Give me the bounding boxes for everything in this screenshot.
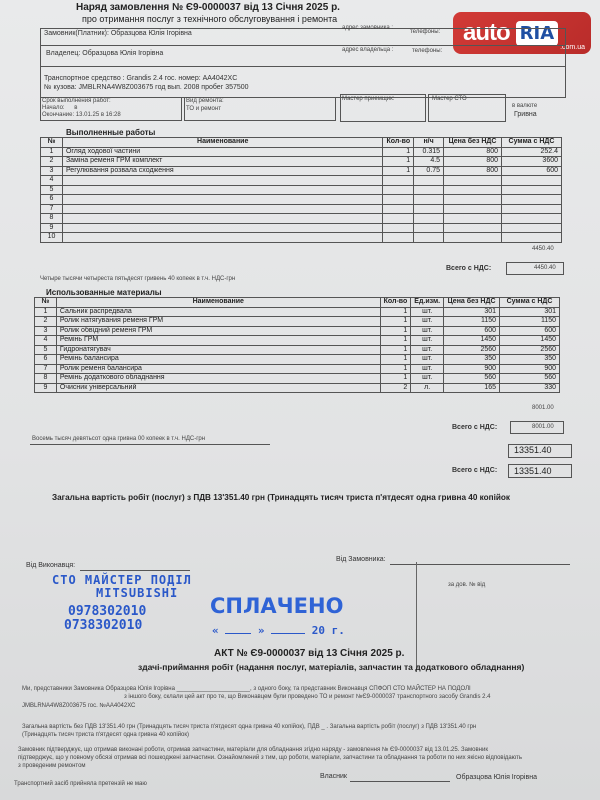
works-cell-hours: [414, 176, 444, 186]
works-cell-n: 6: [41, 195, 63, 205]
materials-cell-unit: шт.: [411, 355, 444, 365]
customer-sign-line: [390, 564, 570, 565]
works-cell-price: 800: [444, 157, 502, 167]
materials-cell-name: Очисник універсальний: [56, 383, 380, 393]
works-cell-sum: 600: [502, 166, 562, 176]
materials-subtotal: 8001.00: [532, 405, 554, 411]
materials-cell-qty: 1: [380, 326, 411, 336]
materials-cell-unit: шт.: [411, 307, 444, 317]
works-cell-sum: [502, 204, 562, 214]
materials-cell-price: 1450: [444, 336, 500, 346]
executor-label: Від Виконавця:: [26, 562, 76, 569]
paid-date-suffix: г.: [331, 624, 345, 637]
grand-summary: Загальна вартість робіт (послуг) з ПДВ 13'351.40 грн (Тринадцять тисяч триста п'ятдесят одна гривна 40 копійок: [52, 493, 511, 502]
materials-cell-price: 600: [444, 326, 500, 336]
works-cell-qty: [383, 214, 414, 224]
works-cell-qty: [383, 223, 414, 233]
materials-cell-unit: шт.: [411, 326, 444, 336]
master-sto-label: Мастер СТО: [432, 96, 467, 102]
owner-phone-label: телефоны:: [412, 48, 443, 54]
works-cell-price: 800: [444, 147, 502, 157]
owner-sig-name: Образцова Юлія Ігорівна: [456, 774, 537, 781]
works-cell-n: 9: [41, 223, 63, 233]
paid-stamp: СПЛАЧЕНО: [210, 594, 344, 618]
materials-cell-unit: шт.: [411, 317, 444, 327]
materials-col-price: Цена без НДС: [444, 298, 500, 308]
customer-sign-label: Від Замовника:: [336, 556, 386, 563]
works-cell-price: [444, 195, 502, 205]
works-cell-hours: [414, 195, 444, 205]
materials-table: [34, 297, 560, 393]
act-para-3b: підтверджує, що у повному обсязі отримав всі пошкоджені запчастини. Ознайомлений з тим, що роботи, матеріали, запчастини та обладнання та роботи по них якісно відповідають: [18, 755, 523, 761]
materials-cell-price: 350: [444, 355, 500, 365]
works-row: [41, 176, 562, 186]
materials-cell-name: Ремінь ГРМ: [56, 336, 380, 346]
paid-date-year: 20: [311, 624, 325, 637]
works-row: [41, 204, 562, 214]
logo-brand: RIA: [516, 21, 559, 46]
works-cell-qty: 1: [383, 157, 414, 167]
works-cell-hours: [414, 185, 444, 195]
works-cell-sum: [502, 195, 562, 205]
start-value: в: [74, 105, 78, 111]
works-cell-n: 2: [41, 157, 63, 167]
sto-stamp-phone-1: 0978302010: [68, 604, 147, 619]
materials-row: [35, 383, 560, 393]
materials-row: [35, 336, 560, 346]
materials-cell-sum: 560: [500, 374, 560, 384]
grand-total-label: Всего с НДС:: [452, 467, 498, 474]
materials-cell-qty: 1: [380, 317, 411, 327]
proxy-date-label: за дов. № від: [448, 582, 486, 588]
works-cell-price: [444, 185, 502, 195]
works-cell-name: [62, 176, 383, 186]
owner-address-label: адрес владельца :: [342, 47, 394, 53]
materials-cell-n: 9: [35, 383, 57, 393]
owner-name: Образцова Юлія Ігорівна: [82, 50, 164, 57]
works-cell-price: [444, 233, 502, 243]
works-cell-price: [444, 176, 502, 186]
works-cell-qty: [383, 195, 414, 205]
materials-cell-qty: 1: [380, 355, 411, 365]
works-cell-hours: 0.75: [414, 166, 444, 176]
works-row: [41, 233, 562, 243]
works-row: [41, 157, 562, 167]
materials-cell-n: 2: [35, 317, 57, 327]
works-header-row: [41, 138, 562, 148]
materials-cell-n: 1: [35, 307, 57, 317]
works-cell-n: 3: [41, 166, 63, 176]
materials-row: [35, 307, 560, 317]
materials-cell-n: 8: [35, 374, 57, 384]
materials-col-n: №: [35, 298, 57, 308]
works-cell-hours: [414, 204, 444, 214]
owner-row: [46, 50, 163, 57]
materials-cell-n: 3: [35, 326, 57, 336]
materials-cell-name: Ролик натягувания ременя ГРМ: [56, 317, 380, 327]
repair-type-value: ТО и ремонт: [186, 106, 221, 112]
works-row: [41, 214, 562, 224]
customer-name: Образцова Юлія Ігорівна: [110, 30, 192, 37]
works-col-name: Наименование: [62, 138, 383, 148]
materials-section-title: Использованные материалы: [46, 288, 162, 297]
works-cell-name: Заміна ременя ГРМ комплект: [62, 157, 383, 167]
customer-address-label: адрес замовника :: [342, 25, 394, 31]
materials-cell-sum: 350: [500, 355, 560, 365]
act-para-2a: Загальна вартість без ПДВ 13'351.40 грн (Тринадцять тисяч триста п'ятдесят одна гривна 40 копійок), ПДВ _ . Загальна вартість робіт (послуг) з ПДВ 13'351.40 грн: [22, 724, 477, 730]
materials-cell-name: Ролик обвідний ременя ГРМ: [56, 326, 380, 336]
sto-stamp-name: СТО МАЙСТЕР ПОДІЛ: [52, 573, 192, 587]
works-cell-sum: [502, 214, 562, 224]
works-cell-qty: 1: [383, 166, 414, 176]
term-label: Срок выполнения работ:: [42, 98, 111, 104]
works-cell-price: [444, 214, 502, 224]
materials-header-row: [35, 298, 560, 308]
materials-cell-price: 301: [444, 307, 500, 317]
works-cell-sum: 3600: [502, 157, 562, 167]
act-para-1c: JMBLRNA4W8Z003675 гос. №АА4042ХС: [22, 703, 136, 709]
works-col-hours: н/ч: [414, 138, 444, 148]
document-title: Наряд замовлення № Є9-0000037 від 13 Січня 2025 р.: [76, 2, 340, 13]
sto-stamp-phone-2: 0738302010: [64, 618, 143, 633]
materials-col-unit: Ед.изм.: [411, 298, 444, 308]
materials-cell-price: 560: [444, 374, 500, 384]
materials-cell-unit: шт.: [411, 364, 444, 374]
materials-cell-price: 165: [444, 383, 500, 393]
vehicle-received: Транспортний засіб прийняла претензій не маю: [14, 781, 147, 787]
customer-label: Замовник(Платник):: [44, 30, 109, 37]
act-para-1b: з іншого боку, склали цей акт про те, що Виконавцем були проведено ТО и ремонт №Є9-0000037 транспортного засобу Grandis 2.4: [124, 694, 491, 700]
currency-value: Гривна: [514, 111, 537, 118]
logo-word: auto: [463, 19, 510, 46]
materials-cell-qty: 1: [380, 336, 411, 346]
act-para-3a: Замовник підтверджує, що отримав виконані роботи, отримав запчастини, матеріали для обладнання згідно наряду - замовлення № Є9-0000037 від 13.01.25. Замовник: [18, 747, 488, 753]
works-cell-n: 10: [41, 233, 63, 243]
currency-label: в валюте: [512, 103, 538, 109]
materials-cell-price: 2560: [444, 345, 500, 355]
materials-total-value: 8001.00: [532, 424, 554, 430]
works-col-sum: Сумма с НДС: [502, 138, 562, 148]
master-label: Мастер приемщик:: [342, 96, 395, 102]
works-row: [41, 185, 562, 195]
materials-row: [35, 317, 560, 327]
works-cell-qty: 1: [383, 147, 414, 157]
works-row: [41, 147, 562, 157]
works-cell-sum: [502, 233, 562, 243]
sto-stamp-brand: MITSUBISHI: [96, 586, 179, 600]
materials-cell-name: Сальник распредвала: [56, 307, 380, 317]
materials-cell-unit: л.: [411, 383, 444, 393]
materials-cell-sum: 1450: [500, 336, 560, 346]
materials-cell-qty: 1: [380, 307, 411, 317]
materials-total-label: Всего с НДС:: [452, 424, 498, 431]
works-cell-price: 800: [444, 166, 502, 176]
paid-stamp-date: [212, 624, 345, 637]
logo-tld: .com.ua: [560, 44, 585, 51]
materials-cell-name: Гидронатягувач: [56, 345, 380, 355]
header-divider: [40, 45, 566, 46]
materials-cell-qty: 1: [380, 345, 411, 355]
document-subtitle: про отримання послуг з технічного обслуговування і ремонта: [82, 14, 338, 24]
materials-col-qty: Кол-во: [380, 298, 411, 308]
works-cell-name: Огляд ходової частини: [62, 147, 383, 157]
customer-row: [44, 30, 192, 37]
works-col-qty: Кол-во: [383, 138, 414, 148]
materials-cell-sum: 900: [500, 364, 560, 374]
works-col-price: Цена без НДС: [444, 138, 502, 148]
works-cell-name: [62, 214, 383, 224]
works-cell-n: 1: [41, 147, 63, 157]
materials-cell-sum: 1150: [500, 317, 560, 327]
works-cell-price: [444, 223, 502, 233]
works-cell-qty: [383, 185, 414, 195]
works-cell-sum: [502, 223, 562, 233]
materials-row: [35, 355, 560, 365]
start-row: [42, 105, 77, 111]
works-cell-n: 8: [41, 214, 63, 224]
works-cell-sum: [502, 185, 562, 195]
grand-box-value: 13351.40: [514, 445, 552, 455]
materials-cell-sum: 2560: [500, 345, 560, 355]
works-cell-name: [62, 233, 383, 243]
materials-row: [35, 374, 560, 384]
materials-total-words: Восемь тысяч девятьсот одна гривна 00 копеек в т.ч. НДС-грн: [32, 436, 206, 442]
header-divider: [40, 66, 566, 67]
words-underline: [30, 444, 270, 445]
works-total-value: 4450.40: [534, 265, 556, 271]
works-cell-hours: 4.5: [414, 157, 444, 167]
materials-cell-sum: 330: [500, 383, 560, 393]
materials-cell-price: 1150: [444, 317, 500, 327]
materials-cell-n: 4: [35, 336, 57, 346]
works-cell-n: 5: [41, 185, 63, 195]
materials-cell-qty: 2: [380, 383, 411, 393]
works-cell-name: Регулювання розвала сходження: [62, 166, 383, 176]
materials-cell-n: 7: [35, 364, 57, 374]
act-para-2b: (Тринадцять тисяч триста п'ятдесят одна гривна 40 копійок): [22, 732, 190, 738]
end-label: Окончание: 13.01.25 в 16:28: [42, 112, 121, 118]
works-total-label: Всего с НДС:: [446, 265, 492, 272]
repair-type-label: Вид ремонта:: [186, 98, 224, 104]
works-row: [41, 166, 562, 176]
works-cell-sum: 252.4: [502, 147, 562, 157]
works-cell-qty: [383, 176, 414, 186]
materials-cell-unit: шт.: [411, 374, 444, 384]
paid-date-open: «: [212, 624, 219, 637]
works-total-words: Четыре тысячи четыреста пятьдесят гривень 40 копеек в т.ч. НДС-грн: [40, 276, 236, 282]
works-cell-sum: [502, 176, 562, 186]
works-cell-n: 7: [41, 204, 63, 214]
customer-phone-label: телефоны:: [410, 29, 441, 35]
executor-sign-line: [80, 570, 190, 571]
materials-cell-n: 5: [35, 345, 57, 355]
materials-cell-name: Ремінь додаткового обладнання: [56, 374, 380, 384]
materials-cell-unit: шт.: [411, 336, 444, 346]
vehicle-line-1: Транспортное средство : Grandis 2.4 гос. номер: AA4042XC: [44, 75, 238, 82]
signature-divider: [416, 562, 417, 672]
owner-label: Владелец:: [46, 50, 81, 57]
works-col-n: №: [41, 138, 63, 148]
materials-cell-unit: шт.: [411, 345, 444, 355]
works-cell-name: [62, 185, 383, 195]
owner-sig-line: [350, 781, 450, 782]
works-cell-name: [62, 204, 383, 214]
act-para-1a: Ми, представники Замовника Образцова Юлія Ігорівна ______________________, з одного боку, та представник Виконавця СПФОП СТО МАЙСТЕР НА ПОДОЛІ: [22, 686, 471, 692]
materials-row: [35, 326, 560, 336]
materials-cell-name: Ролик ременя балансира: [56, 364, 380, 374]
vehicle-line-2: № кузова: JMBLRNA4W8Z003675 год вып. 2008 пробег 357500: [44, 84, 249, 91]
act-para-3c: з проведеним ремонтом: [18, 763, 86, 769]
materials-cell-qty: 1: [380, 364, 411, 374]
works-cell-hours: [414, 233, 444, 243]
materials-cell-n: 6: [35, 355, 57, 365]
works-cell-name: [62, 223, 383, 233]
start-label: Начало:: [42, 105, 65, 111]
works-row: [41, 195, 562, 205]
materials-cell-price: 900: [444, 364, 500, 374]
materials-row: [35, 345, 560, 355]
materials-col-name: Наименование: [56, 298, 380, 308]
materials-row: [35, 364, 560, 374]
works-subtotal: 4450.40: [532, 246, 554, 252]
materials-col-sum: Сумма с НДС: [500, 298, 560, 308]
works-cell-hours: [414, 223, 444, 233]
act-subtitle: здачі-приймання робіт (надання послуг, матеріалів, запчастин та додаткового обладнання): [138, 662, 525, 672]
works-section-title: Выполненные работы: [66, 128, 156, 137]
grand-total-value: 13351.40: [514, 466, 552, 476]
materials-cell-qty: 1: [380, 374, 411, 384]
materials-cell-sum: 301: [500, 307, 560, 317]
works-cell-qty: [383, 233, 414, 243]
works-cell-hours: 0.315: [414, 147, 444, 157]
paid-date-close: »: [257, 624, 265, 637]
works-cell-price: [444, 204, 502, 214]
works-cell-hours: [414, 214, 444, 224]
materials-cell-sum: 600: [500, 326, 560, 336]
owner-sig-label: Власник: [320, 773, 347, 780]
works-cell-name: [62, 195, 383, 205]
works-table: [40, 137, 562, 243]
works-cell-n: 4: [41, 176, 63, 186]
act-title: АКТ № Є9-0000037 від 13 Січня 2025 р.: [214, 648, 405, 659]
materials-cell-name: Ремінь балансира: [56, 355, 380, 365]
works-row: [41, 223, 562, 233]
works-cell-qty: [383, 204, 414, 214]
